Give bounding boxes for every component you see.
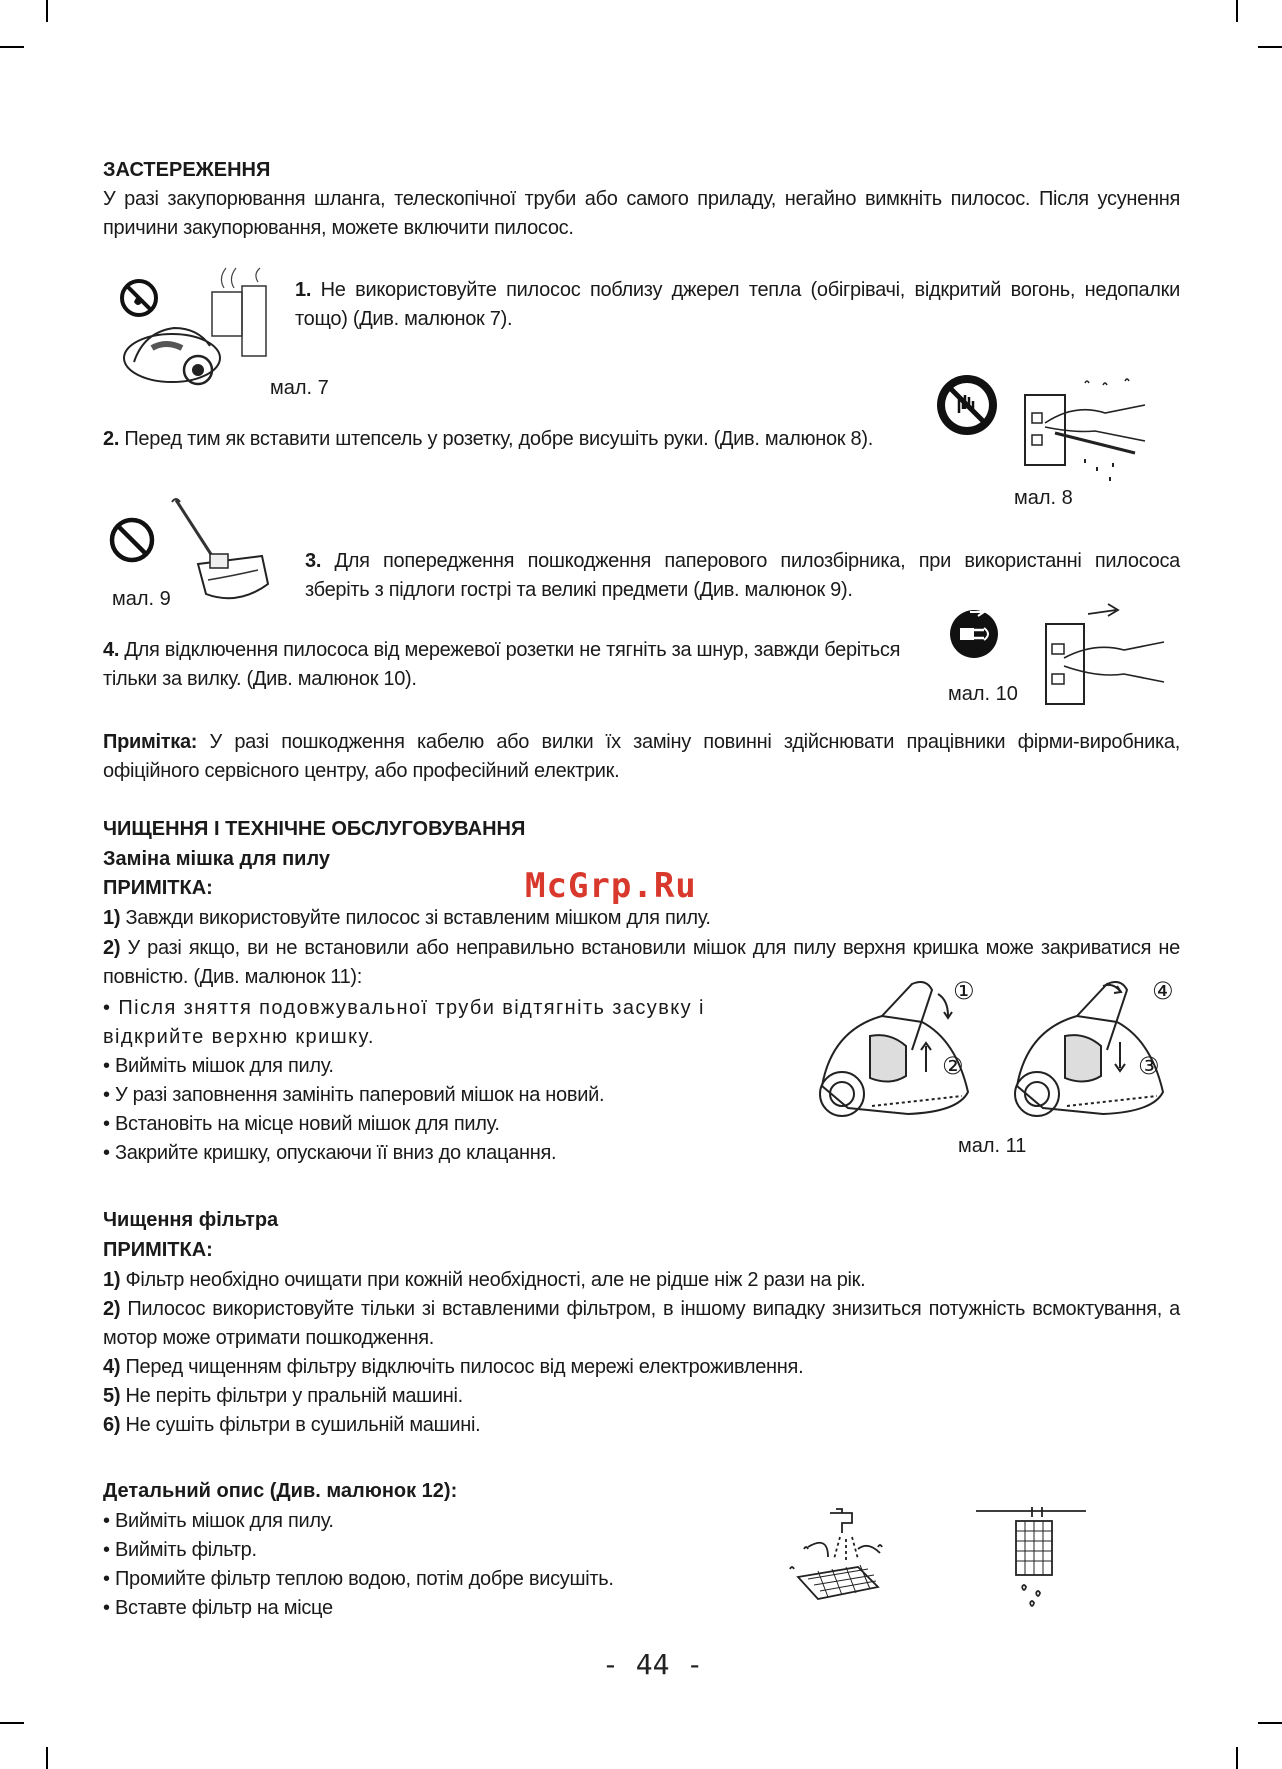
faucet-wash <box>790 1509 882 1599</box>
fig8-caption: мал. 8 <box>1014 487 1073 509</box>
page-number: - 44 - <box>602 1648 704 1681</box>
fig11-mark-3: ③ <box>1138 1053 1160 1080</box>
cleaning-title: ЧИЩЕННЯ І ТЕХНІЧНЕ ОБСЛУГОВУВАННЯ <box>103 818 526 840</box>
crop-mark <box>1258 1722 1282 1724</box>
fig11-mark-4: ④ <box>1152 978 1174 1005</box>
bag-step: • Встановіть на місце новий мішок для пилу. <box>103 1113 500 1135</box>
filter-title: Чищення фільтра <box>103 1209 279 1231</box>
bag-step: • Закрийте кришку, опускаючи її вниз до клацання. <box>103 1142 557 1164</box>
detail-title: Детальний опис (Див. малюнок 12): <box>103 1480 458 1502</box>
bag-step: • Після зняття подовжувальної труби відтягніть засувку і відкрийте верхню кришку. <box>103 997 705 1048</box>
fig11-bag-replacement-illustration <box>812 976 1192 1136</box>
crop-mark <box>0 46 24 48</box>
crop-mark <box>1236 1747 1238 1769</box>
fig7-no-heat-illustration <box>112 266 292 396</box>
bag-point-2: 2) У разі якщо, ви не встановили або неправильно встановили мішок для пилу верхня кришка може закриватися не повністю. (Див. малюнок 11): <box>103 937 1180 988</box>
crop-mark <box>46 1747 48 1769</box>
item3-text: 3. Для попередження пошкодження паперового пилозбірника, при використанні пилососа зберіть з підлоги гострі та великі предмети (Див. малюнок 9). <box>305 550 1180 601</box>
crop-mark <box>1258 46 1282 48</box>
item2-text: 2. Перед тим як вставити штепсель у розетку, добре висушіть руки. (Див. малюнок 8). <box>103 428 873 450</box>
filter-point: 1) Фільтр необхідно очищати при кожній необхідності, але не рідше ніж 2 рази на рік. <box>103 1269 866 1291</box>
filter-point-list <box>103 1266 1180 1440</box>
bag-step-list <box>103 994 743 1168</box>
bag-point-1: 1) Завжди використовуйте пилосос зі вставленим мішком для пилу. <box>103 907 711 929</box>
crop-mark <box>46 0 48 22</box>
bag-title: Заміна мішка для пилу <box>103 848 331 870</box>
filter-point: 2) Пилосос використовуйте тільки зі вставленими фільтром, в іншому випадку знизиться потужність всмоктування, а мотор може отримати пошкодження. <box>103 1298 1180 1349</box>
fig9-caption: мал. 9 <box>112 588 171 610</box>
filter-point: 5) Не періть фільтри у пральній машині. <box>103 1385 463 1407</box>
bag-step: • Вийміть мішок для пилу. <box>103 1055 334 1077</box>
detail-step: • Вийміть мішок для пилу. <box>103 1510 334 1532</box>
vacuum-open-lid <box>820 982 968 1116</box>
filter-point: 6) Не сушіть фільтри в сушильній машині. <box>103 1414 481 1436</box>
fig8-dry-hands-illustration <box>935 373 1155 493</box>
fig12-filter-washing-illustration <box>778 1507 1168 1617</box>
item1-text: 1. Не використовуйте пилосос поблизу джерел тепла (обігрівачі, відкритий вогонь, недопалки тощо) (Див. малюнок 7). <box>295 279 1180 330</box>
fig11-caption: мал. 11 <box>958 1135 1027 1157</box>
item4-text: 4. Для відключення пилососа від мережевої розетки не тягніть за шнур, завжди беріться тільки за вилку. (Див. малюнок 10). <box>103 639 901 690</box>
note-text: Примітка: У разі пошкодження кабелю або вилки їх заміну повинні здійснювати працівники фірми-виробника, офіційного сервісного центру, або професійний електрик. <box>103 731 1180 782</box>
fig10-caption: мал. 10 <box>948 683 1018 705</box>
filter-point: 4) Перед чищенням фільтру відключіть пилосос від мережі електроживлення. <box>103 1356 804 1378</box>
fig11-mark-1: ① <box>953 978 975 1005</box>
fig11-mark-2: ② <box>942 1053 964 1080</box>
fig7-caption: мал. 7 <box>270 377 329 399</box>
detail-step: • Вставте фільтр на місце <box>103 1597 333 1619</box>
vacuum-closed-lid <box>1015 982 1163 1116</box>
bag-step: • У разі заповнення замініть паперовий мішок на новий. <box>103 1084 605 1106</box>
warning-title: ЗАСТЕРЕЖЕННЯ <box>103 159 271 181</box>
bag-note-label: ПРИМІТКА: <box>103 877 213 899</box>
crop-mark <box>1236 0 1238 22</box>
watermark: McGrp.Ru <box>525 866 697 906</box>
detail-step: • Промийте фільтр теплою водою, потім добре висушіть. <box>103 1568 614 1590</box>
detail-step-list <box>103 1507 743 1623</box>
filter-drying <box>976 1507 1086 1606</box>
filter-note-label: ПРИМІТКА: <box>103 1239 213 1261</box>
crop-mark <box>0 1722 24 1724</box>
detail-step: • Вийміть фільтр. <box>103 1539 257 1561</box>
warning-text: У разі закупорювання шланга, телескопічної труби або самого приладу, негайно вимкніть пилосос. Після усунення причини закупорювання, можете включити пилосос. <box>103 188 1180 239</box>
